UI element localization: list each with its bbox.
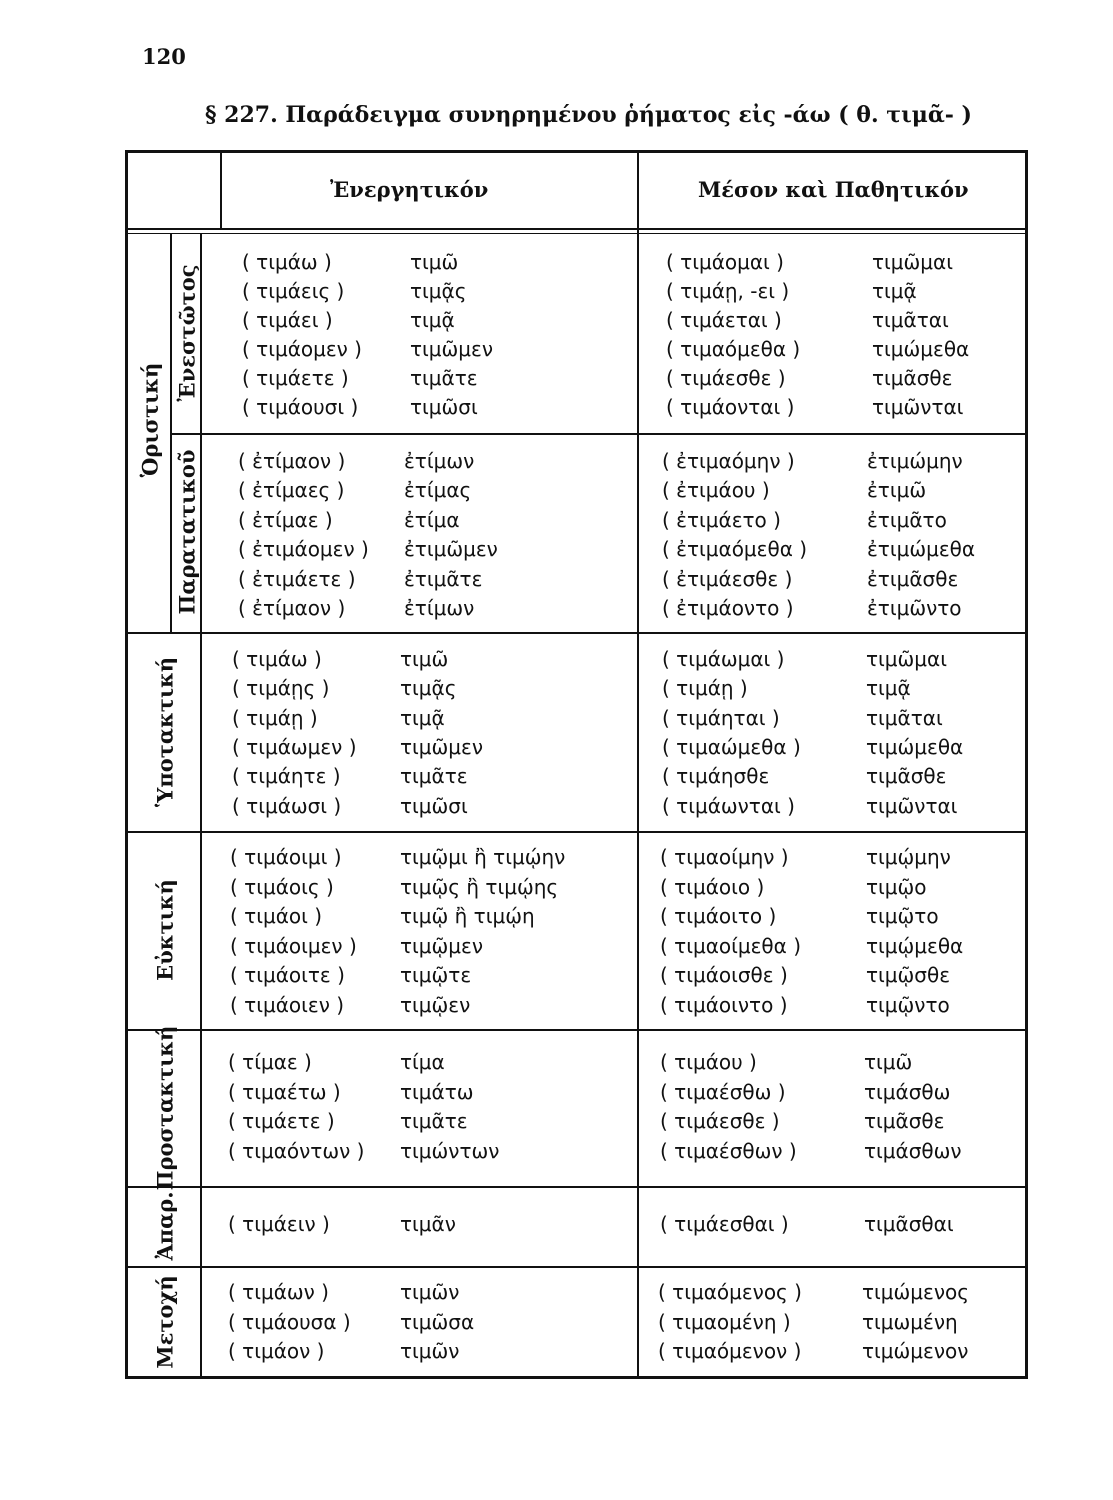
contracted-form: τιμῶ [400,647,449,671]
contracted-form: τιμώμεθα [872,337,970,361]
contracted-form: τιμᾶσθε [866,764,947,788]
uncontracted-form: ( τιμάητε ) [232,764,341,788]
contracted-form: τιμάσθων [864,1139,962,1163]
contracted-form: τιμῶ [410,250,459,274]
tense-rule [170,433,1026,435]
contracted-form: τιμᾷς [400,676,457,700]
tense-label-imperfect: Παρατατικοῦ [174,449,200,615]
contracted-form: τιμῷτε [400,963,472,987]
uncontracted-form: ( τιμάον ) [228,1339,325,1363]
uncontracted-form: ( ἐτιμάετε ) [238,567,356,591]
contracted-form: τιμῷτο [866,904,939,928]
contracted-form: τιμᾶσθαι [864,1212,954,1236]
contracted-form: τιμώντων [400,1139,500,1163]
uncontracted-form: ( τιμάοιτε ) [230,963,345,987]
uncontracted-form: ( τιμάησθε [662,764,770,788]
uncontracted-form: ( τιμάεται ) [666,308,782,332]
uncontracted-form: ( τιμάῃ, -ει ) [666,279,790,303]
uncontracted-form: ( ἐτιμάεσθε ) [662,567,793,591]
contracted-form: τιμᾷ [866,676,911,700]
uncontracted-form: ( ἐτιμαόμεθα ) [662,537,808,561]
contracted-form: τιμῴμην [866,845,951,869]
uncontracted-form: ( τιμαέσθων ) [660,1139,797,1163]
contracted-form: ἐτιμώμεθα [867,537,976,561]
contracted-form: τιμᾶσθε [872,366,953,390]
uncontracted-form: ( τιμάουσι ) [242,395,359,419]
uncontracted-form: ( τιμάω ) [242,250,332,274]
uncontracted-form: ( τιμάηται ) [662,706,780,730]
contracted-form: ἐτιμᾶτε [404,567,483,591]
contracted-form: ἐτίμα [404,508,460,532]
contracted-form: τιμώμεθα [866,735,964,759]
uncontracted-form: ( τιμαοίμεθα ) [660,934,801,958]
uncontracted-form: ( τιμάῃ ) [232,706,318,730]
header-divider [220,152,222,228]
uncontracted-form: ( τιμαέτω ) [228,1080,341,1104]
header-rule [127,228,1026,230]
contracted-form: τιμῶμαι [872,250,953,274]
contracted-form: τιμῷς ἢ τιμῴης [400,875,559,899]
contracted-form: τιμῷο [866,875,927,899]
uncontracted-form: ( τιμαομένη ) [658,1310,791,1334]
contracted-form: τιμᾶτε [400,764,468,788]
contracted-form: ἐτιμῶ [867,478,927,502]
contracted-form: τιμώμενος [862,1280,969,1304]
middle-passive-heading: Μέσον καὶ Παθητικόν [698,177,969,202]
uncontracted-form: ( ἐτιμαόμην ) [662,449,795,473]
active-voice-heading: Ἐνεργητικόν [330,177,489,202]
contracted-form: τιμῷεν [400,993,471,1017]
uncontracted-form: ( ἐτίμαον ) [238,596,346,620]
contracted-form: τιμῶσι [410,395,478,419]
contracted-form: τιμῶνται [866,794,958,818]
column-divider [637,152,639,1378]
uncontracted-form: ( τιμαοίμην ) [660,845,789,869]
uncontracted-form: ( τίμαε ) [228,1050,312,1074]
contracted-form: τιμῷμεν [400,934,483,958]
section-rule [127,1186,1026,1188]
contracted-form: ἐτιμώμην [867,449,963,473]
contracted-form: ἐτιμῶμεν [404,537,498,561]
uncontracted-form: ( ἐτιμάετο ) [662,508,781,532]
uncontracted-form: ( τιμάῃς ) [232,676,330,700]
uncontracted-form: ( τιμάου ) [660,1050,757,1074]
section-rule [127,831,1026,833]
section-rule [127,632,1026,634]
contracted-form: τιμᾶτε [400,1109,468,1133]
uncontracted-form: ( τιμάοιο ) [660,875,765,899]
uncontracted-form: ( τιμάετε ) [228,1109,335,1133]
tense-label-present: Ἐνεστῶτος [174,264,200,402]
uncontracted-form: ( τιμάοιτο ) [660,904,777,928]
page-number: 120 [142,44,186,69]
contracted-form: ἐτιμῶντο [867,596,962,620]
section-rule [127,1029,1026,1031]
contracted-form: τιμῷ ἢ τιμῴη [400,904,535,928]
uncontracted-form: ( τιμάειν ) [228,1212,330,1236]
contracted-form: τιμῷμι ἢ τιμῴην [400,845,566,869]
uncontracted-form: ( τιμάεσθε ) [666,366,786,390]
uncontracted-form: ( τιμάεσθε ) [660,1109,780,1133]
contracted-form: τιμᾶται [866,706,943,730]
uncontracted-form: ( τιμάοιεν ) [230,993,345,1017]
contracted-form: τιμᾶσθε [864,1109,945,1133]
contracted-form: τιμῷσθε [866,963,951,987]
uncontracted-form: ( τιμαόμενον ) [658,1339,802,1363]
uncontracted-form: ( τιμάω ) [232,647,322,671]
uncontracted-form: ( ἐτιμάου ) [662,478,770,502]
mood-label-imperative: Προστακτική [152,1025,178,1191]
contracted-form: τιμᾷς [410,279,467,303]
header-rule-second [127,233,1026,234]
contracted-form: τιμῶσα [400,1310,475,1334]
contracted-form: τιμῷντο [866,993,950,1017]
contracted-form: τιμᾶτε [410,366,478,390]
mood-label-divider [200,233,202,1378]
contracted-form: ἐτίμας [404,478,472,502]
uncontracted-form: ( τιμάονται ) [666,395,795,419]
contracted-form: τίμα [400,1050,445,1074]
uncontracted-form: ( τιμάουσα ) [228,1310,351,1334]
uncontracted-form: ( τιμάοις ) [230,875,334,899]
uncontracted-form: ( τιμαόμενος ) [658,1280,802,1304]
mood-label-participle: Μετοχή [152,1275,178,1369]
uncontracted-form: ( τιμαόμεθα ) [666,337,801,361]
uncontracted-form: ( τιμάοιμεν ) [230,934,357,958]
uncontracted-form: ( ἐτίμαε ) [238,508,333,532]
contracted-form: τιμῴμεθα [866,934,964,958]
contracted-form: τιμῶ [864,1050,913,1074]
uncontracted-form: ( τιμαόντων ) [228,1139,365,1163]
uncontracted-form: ( τιμάεσθαι ) [660,1212,789,1236]
contracted-form: τιμᾷ [410,308,455,332]
uncontracted-form: ( τιμάων ) [228,1280,329,1304]
uncontracted-form: ( τιμάετε ) [242,366,349,390]
contracted-form: τιμᾶν [400,1212,456,1236]
mood-label-subjunctive: Ὑποτακτική [152,656,178,808]
section-heading: § 227. Παράδειγμα συνηρημένου ῥήματος εἰς -άω ( θ. τιμᾶ- ) [205,102,972,128]
uncontracted-form: ( τιμάομεν ) [242,337,362,361]
contracted-form: τιμῶν [400,1339,460,1363]
contracted-form: τιμάσθω [864,1080,951,1104]
contracted-form: τιμῶμεν [410,337,493,361]
contracted-form: τιμῶνται [872,395,964,419]
mood-label-indicative: Ὁριστική [137,362,163,478]
uncontracted-form: ( τιμάῃ ) [662,676,748,700]
uncontracted-form: ( τιμάομαι ) [666,250,784,274]
uncontracted-form: ( τιμάει ) [242,308,333,332]
uncontracted-form: ( τιμάοι ) [230,904,323,928]
uncontracted-form: ( ἐτίμαες ) [238,478,345,502]
uncontracted-form: ( τιμάωσι ) [232,794,342,818]
uncontracted-form: ( ἐτιμάοντο ) [662,596,794,620]
contracted-form: τιμωμένη [862,1310,958,1334]
contracted-form: ἐτίμων [404,596,475,620]
uncontracted-form: ( τιμάοισθε ) [660,963,788,987]
uncontracted-form: ( τιμαέσθω ) [660,1080,786,1104]
uncontracted-form: ( τιμάωνται ) [662,794,795,818]
contracted-form: τιμῶμαι [866,647,947,671]
contracted-form: τιμῶμεν [400,735,483,759]
contracted-form: τιμῶν [400,1280,460,1304]
uncontracted-form: ( ἐτιμάομεν ) [238,537,369,561]
uncontracted-form: ( τιμάεις ) [242,279,345,303]
contracted-form: ἐτιμᾶσθε [867,567,959,591]
uncontracted-form: ( τιμάωμαι ) [662,647,785,671]
uncontracted-form: ( ἐτίμαον ) [238,449,346,473]
contracted-form: τιμώμενον [862,1339,969,1363]
uncontracted-form: ( τιμαώμεθα ) [662,735,801,759]
contracted-form: τιμάτω [400,1080,474,1104]
contracted-form: τιμῶσι [400,794,468,818]
uncontracted-form: ( τιμάοιντο ) [660,993,788,1017]
contracted-form: ἐτίμων [404,449,475,473]
mood-label-optative: Εὐκτική [152,879,178,981]
contracted-form: ἐτιμᾶτο [867,508,947,532]
uncontracted-form: ( τιμάοιμι ) [230,845,342,869]
uncontracted-form: ( τιμάωμεν ) [232,735,357,759]
mood-label-infinitive: Ἀπαρ. [152,1191,178,1261]
section-rule [127,1266,1026,1268]
contracted-form: τιμᾷ [872,279,917,303]
contracted-form: τιμᾶται [872,308,949,332]
contracted-form: τιμᾷ [400,706,445,730]
